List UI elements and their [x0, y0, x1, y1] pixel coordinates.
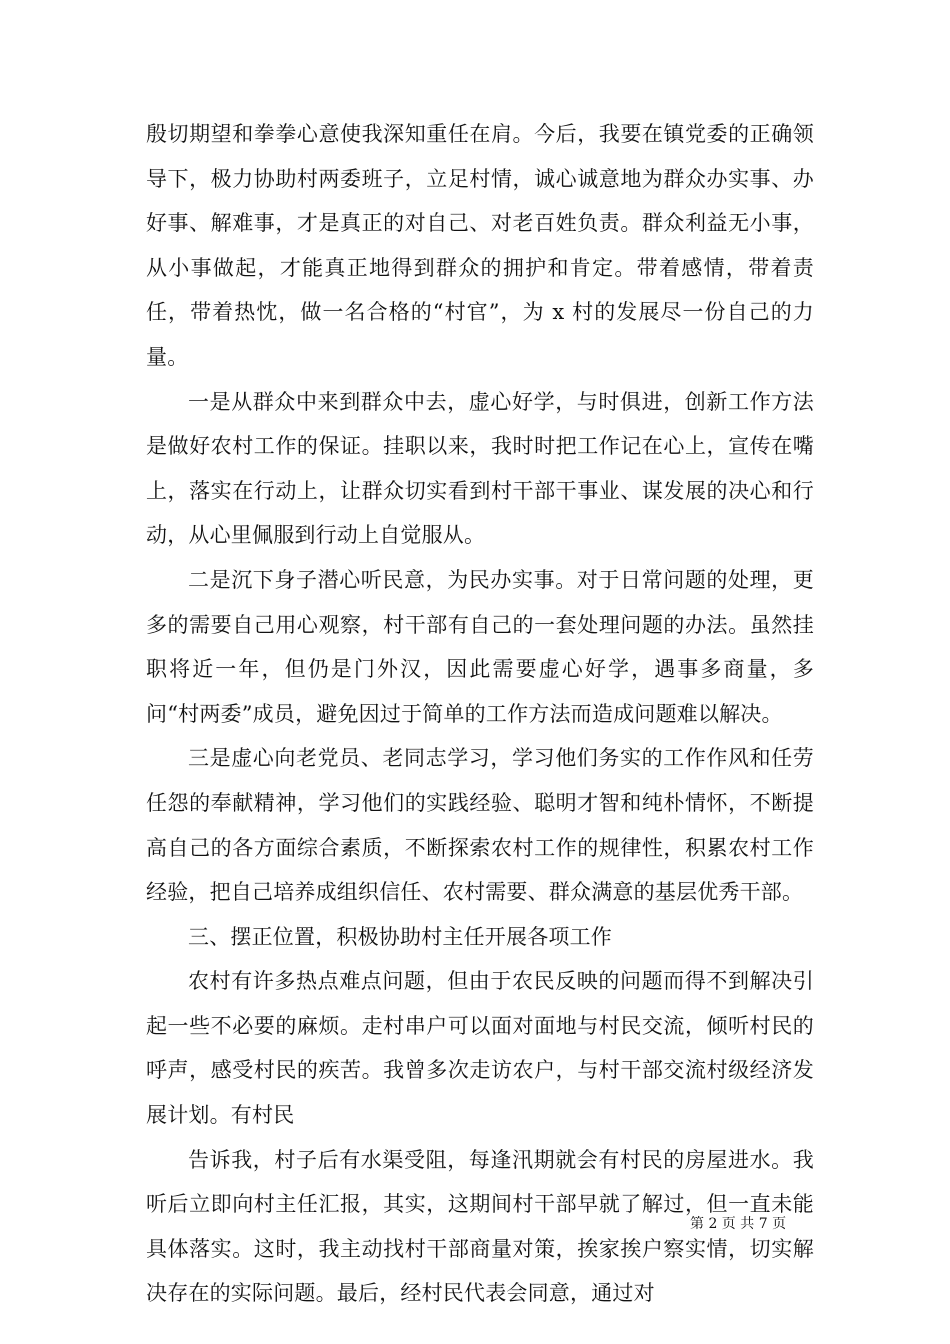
- page-number: 第 2 页 共 7 页: [690, 1216, 787, 1232]
- paragraph-2: 一是从群众中来到群众中去，虚心好学，与时俱进，创新工作方法是做好农村工作的保证。挂职以来，我时时把工作记在心上，宣传在嘴上，落实在行动上，让群众切实看到村干部干事业、谋发展的决心和行动，从心里佩服到行动上自觉服从。: [146, 389, 814, 548]
- paragraph-6: 告诉我，村子后有水渠受阻，每逢汛期就会有村民的房屋进水。我听后立即向村主任汇报，其实，这期间村干部早就了解过，但一直未能具体落实。这时，我主动找村干部商量对策，挨家挨户察实情，切实解决存在的实际问题。最后，经村民代表会同意，通过对: [146, 1147, 814, 1306]
- paragraph-1: 殷切期望和拳拳心意使我深知重任在肩。今后，我要在镇党委的正确领导下，极力协助村两委班子，立足村情，诚心诚意地为群众办实事、办好事、解难事，才是真正的对自己、对老百姓负责。群众利益无小事，从小事做起，才能真正地得到群众的拥护和肯定。带着感情，带着责任，带着热忱，做一名合格的“村官”，为 x 村的发展尽一份自己的力量。: [146, 122, 814, 369]
- paragraph-3: 二是沉下身子潜心听民意，为民办实事。对于日常问题的处理，更多的需要自己用心观察，村干部有自己的一套处理问题的办法。虽然挂职将近一年，但仍是门外汉，因此需要虚心好学，遇事多商量，多问“村两委”成员，避免因过于简单的工作方法而造成问题难以解决。: [146, 567, 814, 726]
- document-body: [146, 112, 814, 1316]
- section-heading: 三、摆正位置，积极协助村主任开展各项工作: [188, 924, 612, 949]
- paragraph-4: 三是虚心向老党员、老同志学习，学习他们务实的工作作风和任劳任怨的奉献精神，学习他们的实践经验、聪明才智和纯朴情怀，不断提高自己的各方面综合素质，不断探索农村工作的规律性，积累农村工作经验，把自己培养成组织信任、农村需要、群众满意的基层优秀干部。: [146, 746, 814, 905]
- paragraph-5: 农村有许多热点难点问题，但由于农民反映的问题而得不到解决引起一些不必要的麻烦。走村串户可以面对面地与村民交流，倾听村民的呼声，感受村民的疾苦。我曾多次走访农户，与村干部交流村级经济发展计划。有村民: [146, 969, 814, 1128]
